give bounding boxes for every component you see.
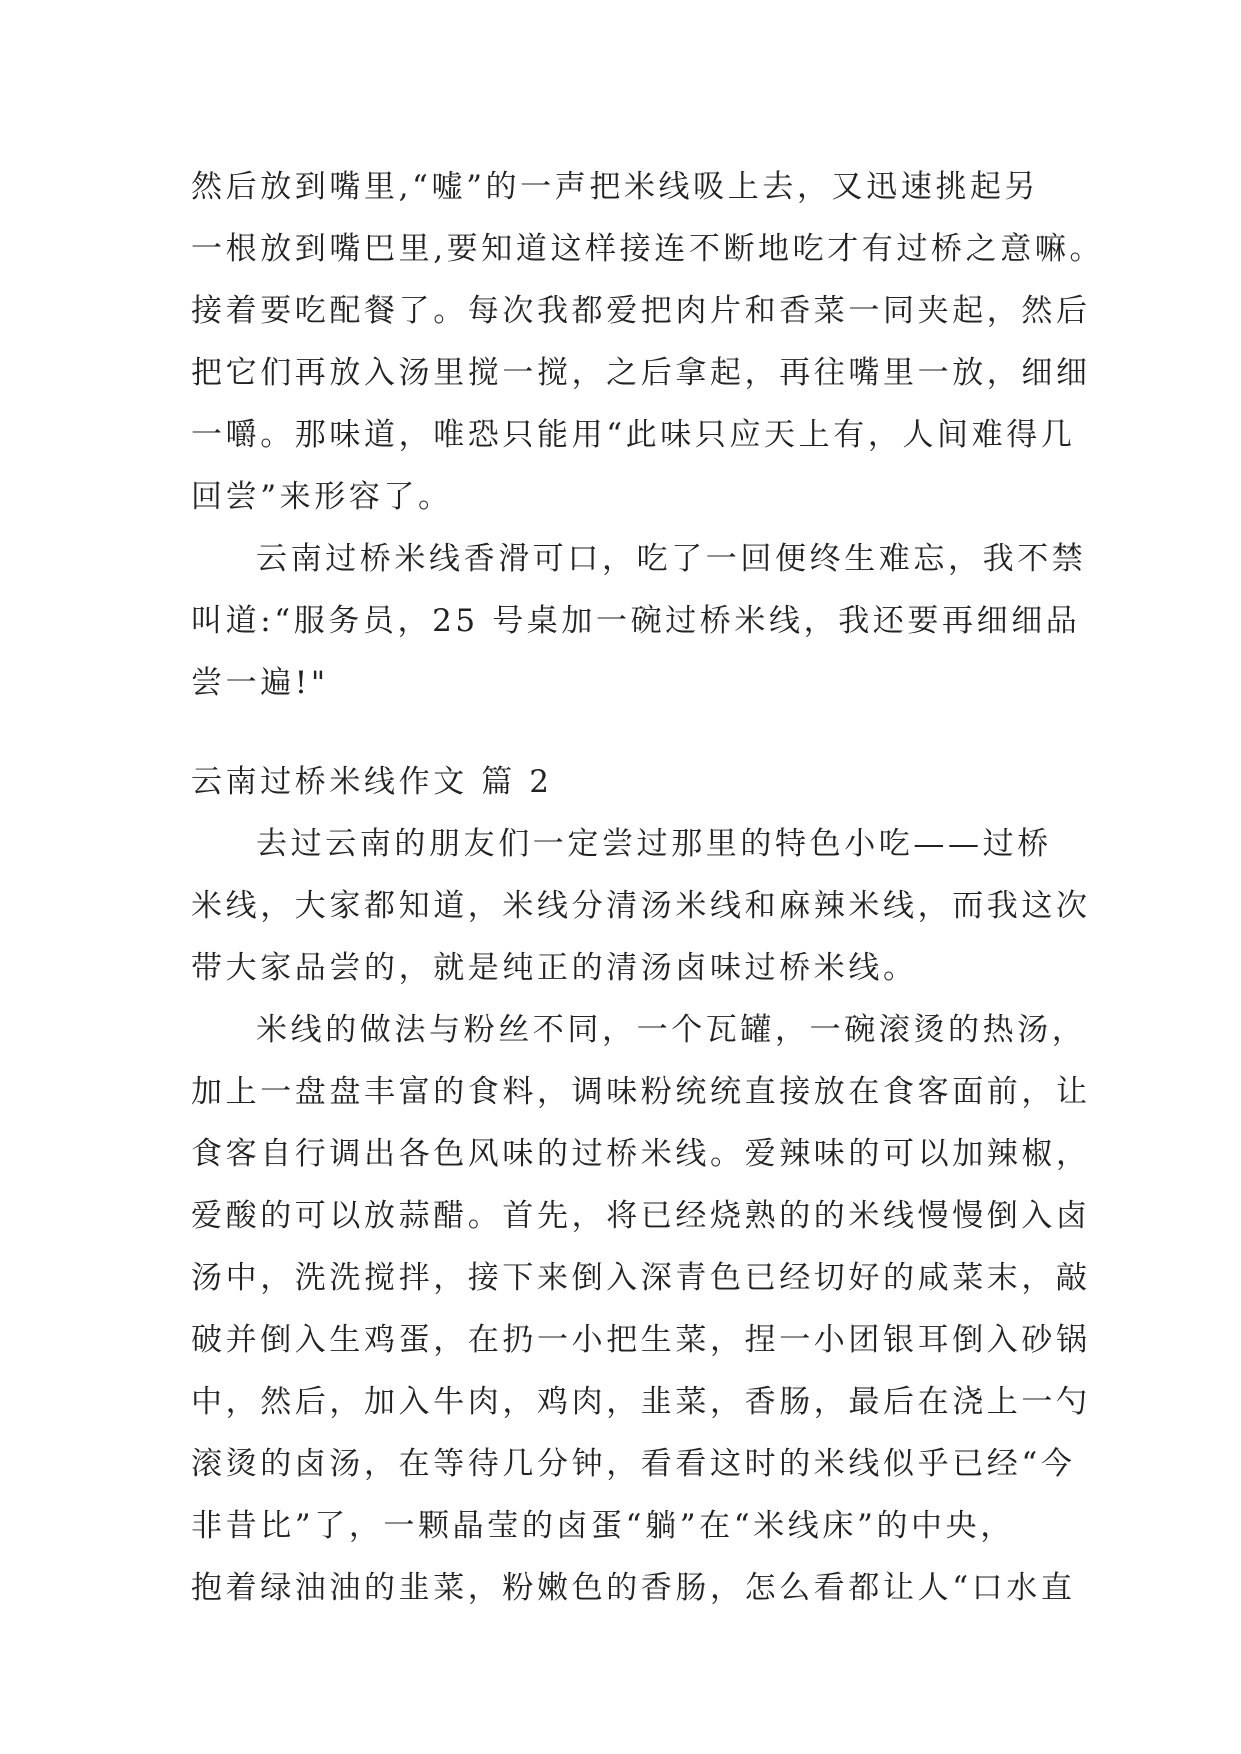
text-line: 叫道:“服务员，25 号桌加一碗过桥米线，我还要再细细品 (191, 603, 1081, 639)
text-line: 滚烫的卤汤，在等待几分钟，看看这时的米线似乎已经“今 (191, 1446, 1076, 1482)
text-line: 食客自行调出各色风味的过桥米线。爱辣味的可以加辣椒， (191, 1136, 1091, 1172)
text-line: 破并倒入生鸡蛋，在扔一小把生菜，捏一小团银耳倒入砂锅 (191, 1322, 1091, 1358)
text-line: 中，然后，加入牛肉，鸡肉，韭菜，香肠，最后在浇上一勺 (191, 1384, 1091, 1420)
paragraph-first-line: 云南过桥米线香滑可口，吃了一回便终生难忘，我不禁 (256, 541, 1087, 577)
paragraph-first-line: 去过云南的朋友们一定尝过那里的特色小吃——过桥 (256, 826, 1052, 862)
text-line: 加上一盘盘丰富的食料，调味粉统统直接放在食客面前，让 (191, 1074, 1091, 1110)
text-line: 接着要吃配餐了。每次我都爱把肉片和香菜一同夹起，然后 (191, 293, 1091, 329)
text-line: 抱着绿油油的韭菜，粉嫩色的香肠，怎么看都让人“口水直 (191, 1570, 1076, 1606)
text-line: 然后放到嘴里,“嘘”的一声把米线吸上去，又迅速挑起另 (191, 169, 1040, 205)
text-line: 尝一遍!" (191, 665, 329, 701)
text-line: 米线，大家都知道，米线分清汤米线和麻辣米线，而我这次 (191, 888, 1091, 924)
text-line: 带大家品尝的，就是纯正的清汤卤味过桥米线。 (191, 950, 918, 986)
text-line: 非昔比”了，一颗晶莹的卤蛋“躺”在“米线床”的中央， (191, 1508, 1015, 1544)
text-line: 汤中，洗洗搅拌，接下来倒入深青色已经切好的咸菜末，敲 (191, 1260, 1091, 1296)
paragraph-first-line: 米线的做法与粉丝不同，一个瓦罐，一碗滚烫的热汤， (256, 1012, 1087, 1048)
text-line: 爱酸的可以放蒜醋。首先，将已经烧熟的的米线慢慢倒入卤 (191, 1198, 1091, 1234)
text-line: 一嚼。那味道，唯恐只能用“此味只应天上有，人间难得几 (191, 417, 1076, 453)
section-heading: 云南过桥米线作文 篇 2 (191, 764, 553, 800)
text-line: 一根放到嘴巴里,要知道这样接连不断地吃才有过桥之意嘛。 (191, 231, 1105, 267)
text-line: 回尝”来形容了。 (191, 479, 453, 515)
text-line: 把它们再放入汤里搅一搅，之后拿起，再往嘴里一放，细细 (191, 355, 1091, 391)
